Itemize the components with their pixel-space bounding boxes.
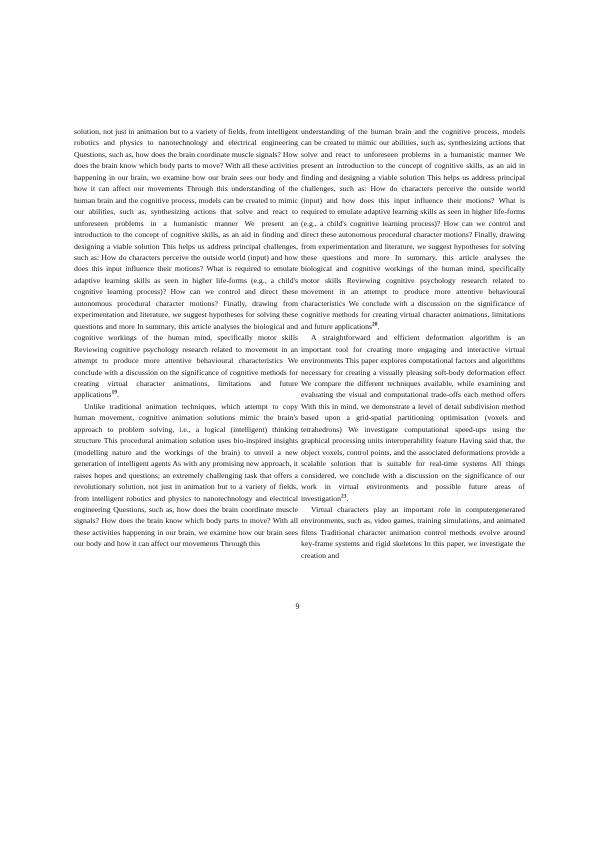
paragraph xyxy=(74,401,298,550)
paragraph xyxy=(301,126,525,332)
left-column xyxy=(74,126,298,550)
paragraph-text: A straightforward and efficient deformation algorithm is an important tool for creating more engaging and interactive virtual environments This paper explores computational factors and algorithms necessary for creating a visually pleasing soft-body deformation effect We compare the different techniques available, while examining and evaluating the visual and computational trade-offs each method offers With this in mind, we demonstrate a level of detail subdivision method based upon a grid-spatial partitioning optimisation (voxels and tetrahedrons) We investigate computational speed-ups using the graphical processing units interoperability feature Having said that, the object voxels, control points, and the associated deformations provide a scalable solution that is suitable for real-time systems All things considered, we conclude with a discussion on the significance of our work in virtual environments and possible future areas of investigation xyxy=(301,333,525,503)
page-number: 9 xyxy=(295,602,300,611)
paragraph-tail: . xyxy=(116,390,119,400)
citation-ref[interactable]: 28 xyxy=(372,321,378,328)
paragraph-tail: . xyxy=(377,321,380,331)
right-column xyxy=(301,126,525,561)
paragraph xyxy=(301,332,525,504)
citation-ref[interactable]: 23 xyxy=(341,492,347,499)
paragraph-tail: . xyxy=(346,493,349,503)
citation-ref[interactable]: 19 xyxy=(111,389,117,396)
paragraph-text: understanding of the human brain and the cognitive process, models can be created to mimic our abilities, such as, synthesizing actions that solve and react to unforeseen problems in a humanistic manner We present an introduction to the concept of cognitive skills, as an aid in finding and designing a viable solution This helps us address principal challenges, such as: How do characters perceive the outside world (input) and how does this input influence their motions? What is required to emulate adaptive learning skills as seen in higher life-forms (e.g., a child's cognitive learning process)? How can we control and direct these autonomous procedural character motions? Finally, drawing from experimentation and literature, we suggest hypotheses for solving these questions and more In summary, this article analyses the biological and cognitive workings of the human mind, specifically motor skills Reviewing cognitive psychology research related to movement in an attempt to produce more attentive behavioural characteristics We conclude with a discussion on the significance of cognitive methods for creating virtual character animations, limitations and future applications xyxy=(301,127,525,331)
paragraph xyxy=(301,504,525,561)
paragraph-text: Unlike traditional animation techniques, which attempt to copy human movement, cognitive animation solutions mimic the brain's approach to problem solving, i.e., a logical (intelligent) thinking structure This procedural animation solution uses bio-inspired insights (modelling nature and the workings of the brain) to unveil a new generation of intelligent agents As with any promising new approach, it raises hopes and questions; an extremely challenging task that offers a revolutionary solution, not just in animation but to a variety of fields, from intelligent robotics and physics to nanotechnology and electrical engineering Questions, such as, how does the brain coordinate muscle signals? How does the brain know which body parts to move? With all these activities happening in our brain, we examine how our brain sees our body and how it can affect our movements Through this xyxy=(74,401,298,549)
paragraph xyxy=(74,126,298,401)
paragraph-text: Virtual characters play an important role in computergenerated environments, such as, video games, training simulations, and animated films Traditional character animation control methods evolve around key-frame systems and rigid skeletons In this paper, we investigate the creation and xyxy=(301,504,525,560)
paragraph-text: solution, not just in animation but to a variety of fields, from intelligent robotics and physics to nanotechnology and electrical engineering Questions, such as, how does the brain coordinate muscle signals? How does the brain know which body parts to move? With all these activities happening in our brain, we examine how our brain sees our body and how it can affect our movements Through this understanding of the human brain and the cognitive process, models can be created to mimic our abilities, such as, synthesizing actions that solve and react to unforeseen problems in a humanistic manner We present an introduction to the concept of cognitive skills, as an aid in finding and designing a viable solution This helps us address principal challenges, such as: How do characters perceive the outside world (input) and how does this input influence their motions? What is required to emulate adaptive learning skills as seen in higher life-forms (e.g., a child's cognitive learning process)? How can we control and direct these autonomous procedural character motions? Finally, drawing from experimentation and literature, we suggest hypotheses for solving these questions and more In summary, this article analyses the biological and cognitive workings of the human mind, specifically motor skills Reviewing cognitive psychology research related to movement in an attempt to produce more attentive behavioural characteristics We conclude with a discussion on the significance of cognitive methods for creating virtual character animations, limitations and future applications xyxy=(74,127,298,400)
